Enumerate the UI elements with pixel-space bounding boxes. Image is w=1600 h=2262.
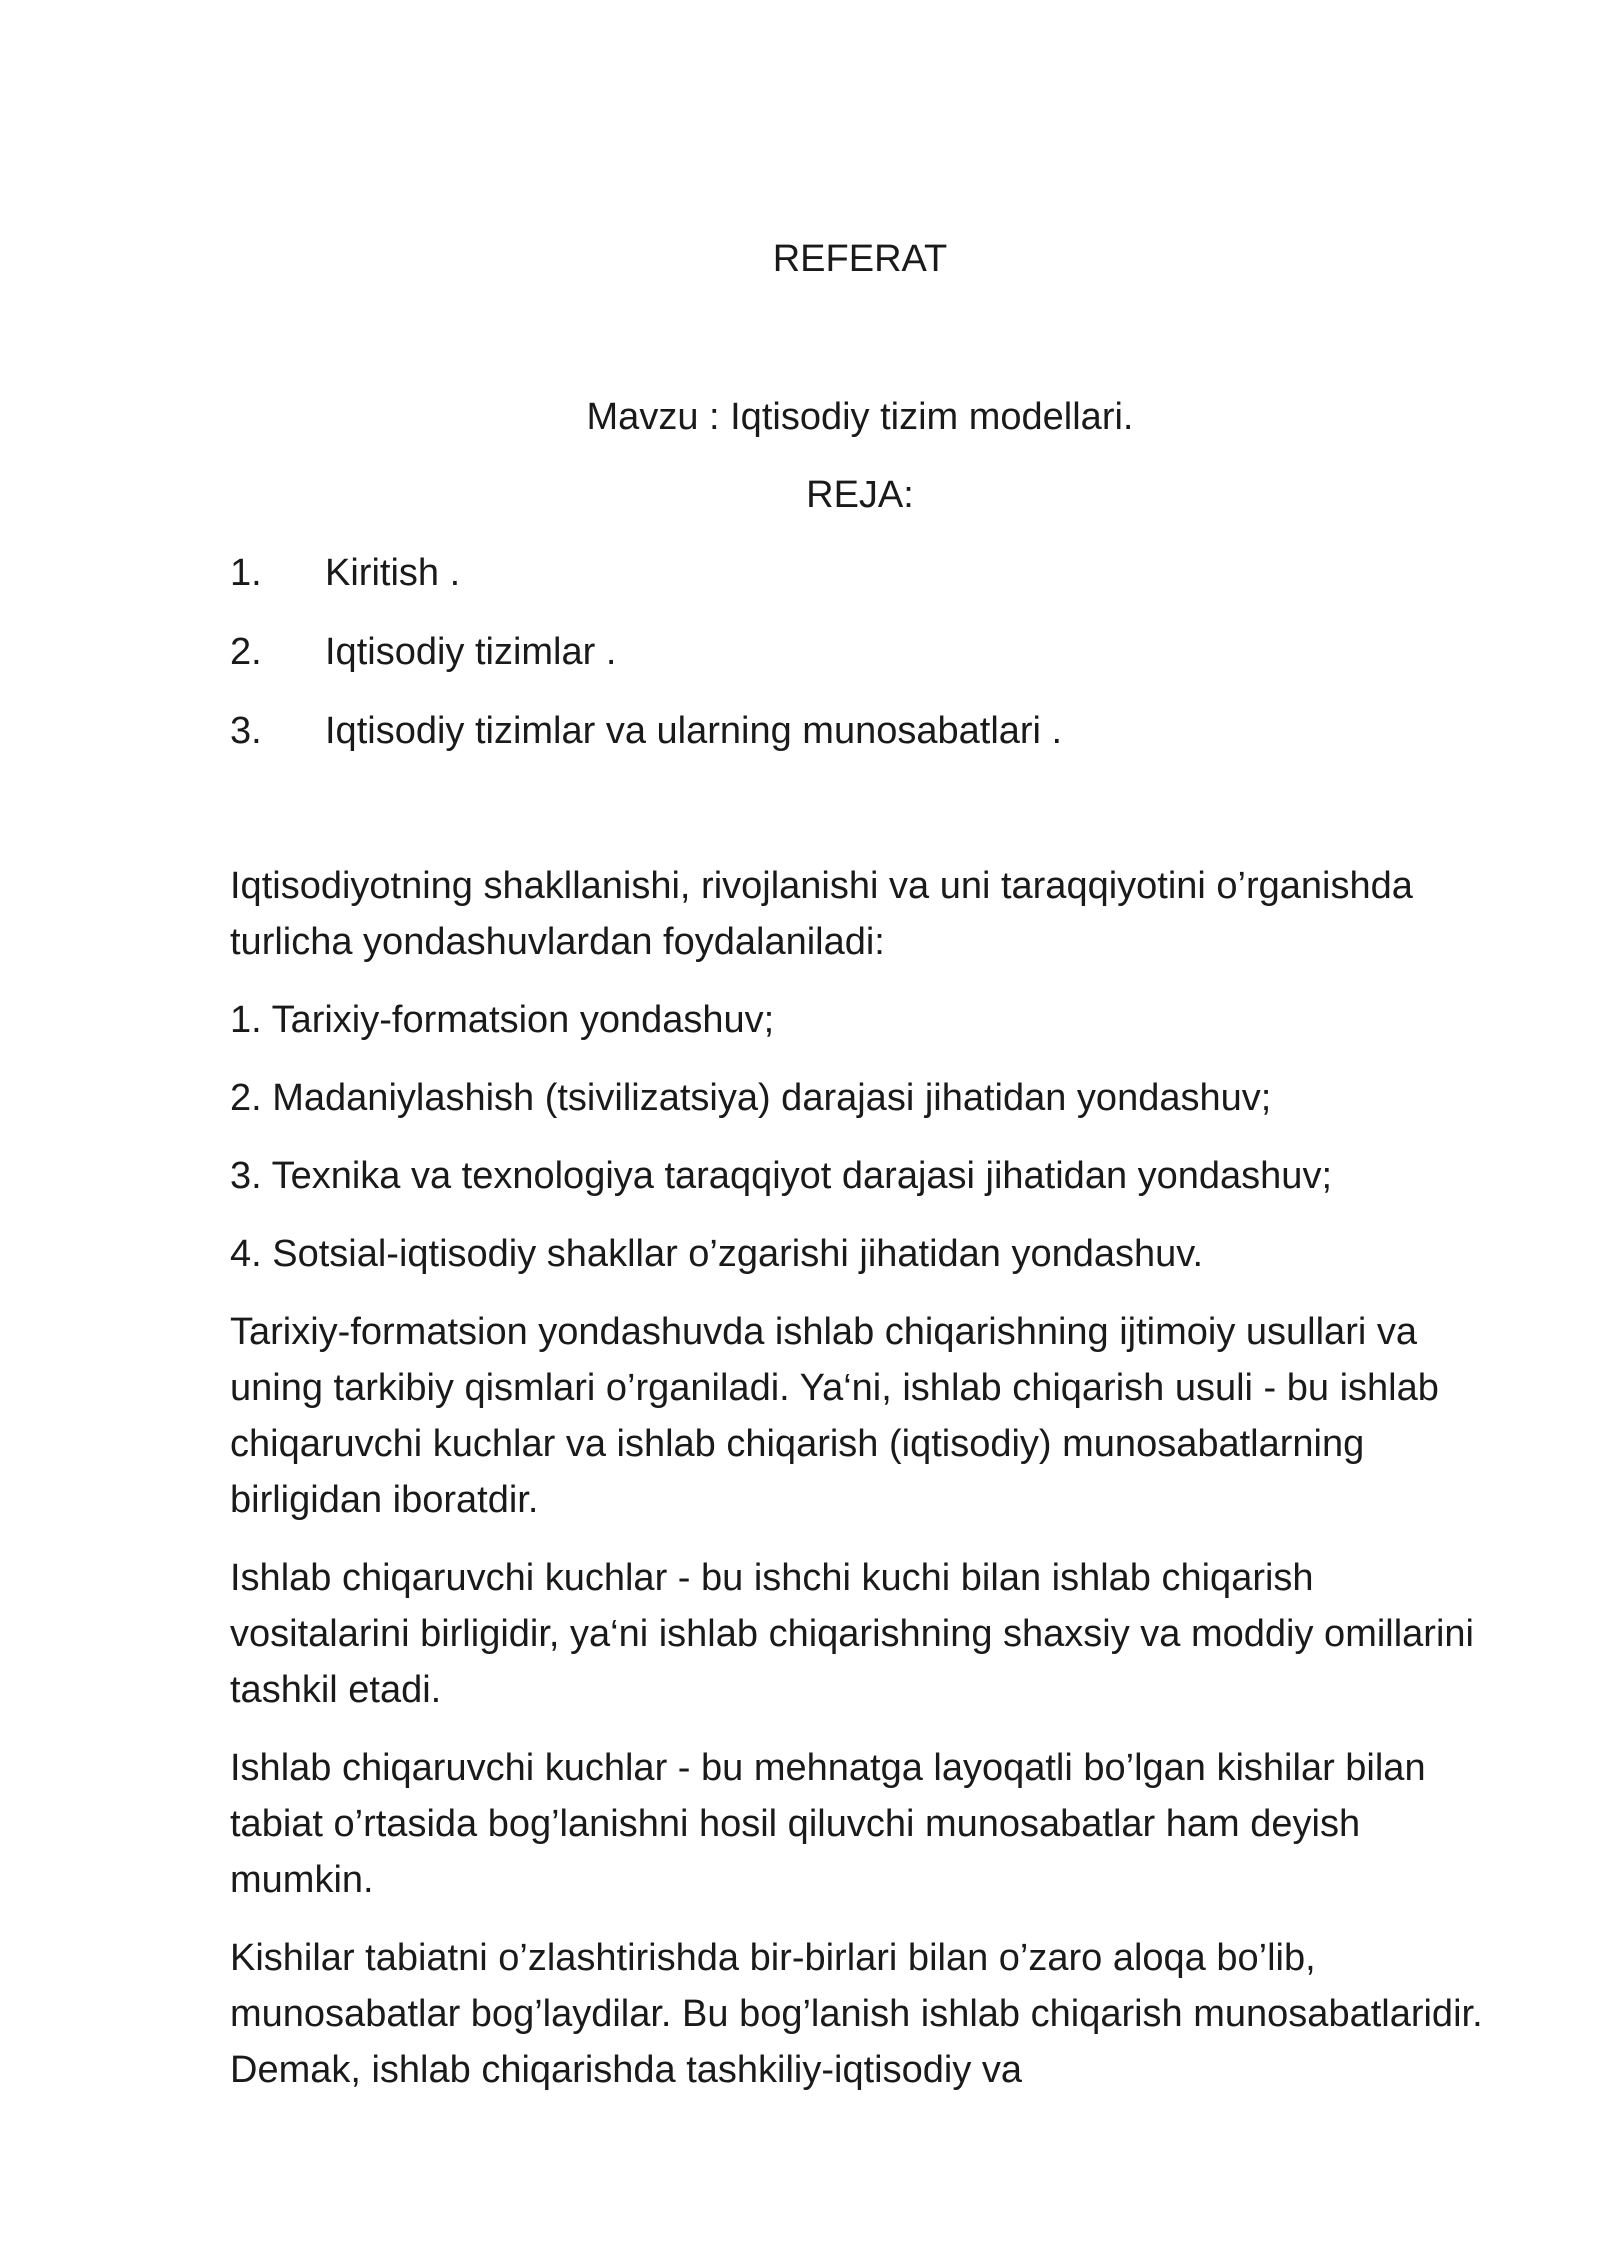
plan-item-text: Iqtisodiy tizimlar va ularning munosabatlari . (325, 710, 1063, 752)
plan-item-number: 3. (230, 710, 262, 752)
body-paragraph: Tarixiy-formatsion yondashuvda ishlab chiqarishning ijtimoiy usullari va uning tarkibiy qismlari o’rganiladi. Ya‘ni, ishlab chiqarish usuli - bu ishlab chiqaruvchi kuchlar va ishlab chiqarish (iqtisodiy) munosabatlarning birligidan iboratdir. (230, 1311, 1439, 1521)
body-paragraph: 2. Madaniylashish (tsivilizatsiya) darajasi jihatidan yondashuv; (230, 1077, 1272, 1119)
body-paragraph: 3. Texnika va texnologiya taraqqiyot darajasi jihatidan yondashuv; (230, 1155, 1332, 1197)
plan-item-number: 2. (230, 631, 262, 673)
plan-list (230, 546, 1480, 783)
body-text (230, 858, 1500, 2120)
body-paragraph: Kishilar tabiatni o’zlashtirishda bir-birlari bilan o’zaro aloqa bo’lib, munosabatlar bog’laydilar. Bu bog’lanish ishlab chiqarish munosabatlaridir. Demak, ishlab chiqarishda tashkiliy-iqtisodiy va (230, 1937, 1483, 2091)
body-paragraph: Iqtisodiyotning shakllanishi, rivojlanishi va uni taraqqiyotini o’rganishda turlicha yondashuvlardan foydalaniladi: (230, 865, 1413, 963)
body-paragraph: Ishlab chiqaruvchi kuchlar - bu mehnatga layoqatli bo’lgan kishilar bilan tabiat o’rtasida bog’lanishni hosil qiluvchi munosabatlar ham deyish mumkin. (230, 1747, 1426, 1901)
plan-heading: REJA: (806, 474, 914, 516)
plan-item (230, 625, 1480, 679)
body-paragraph: 1. Tarixiy-formatsion yondashuv; (230, 999, 775, 1041)
document-subject: Mavzu : Iqtisodiy tizim modellari. (586, 396, 1134, 438)
plan-item-text: Kiritish . (325, 552, 461, 594)
plan-item-number: 1. (230, 552, 262, 594)
plan-item (230, 546, 1480, 600)
body-paragraph: Ishlab chiqaruvchi kuchlar - bu ishchi kuchi bilan ishlab chiqarish vositalarini birligidir, ya‘ni ishlab chiqarishning shaxsiy va moddiy omillarini tashkil etadi. (230, 1557, 1474, 1711)
document-title: REFERAT (772, 238, 948, 280)
plan-item (230, 704, 1480, 758)
body-paragraph: 4. Sotsial-iqtisodiy shakllar o’zgarishi jihatidan yondashuv. (230, 1233, 1204, 1275)
plan-item-text: Iqtisodiy tizimlar . (325, 631, 617, 673)
